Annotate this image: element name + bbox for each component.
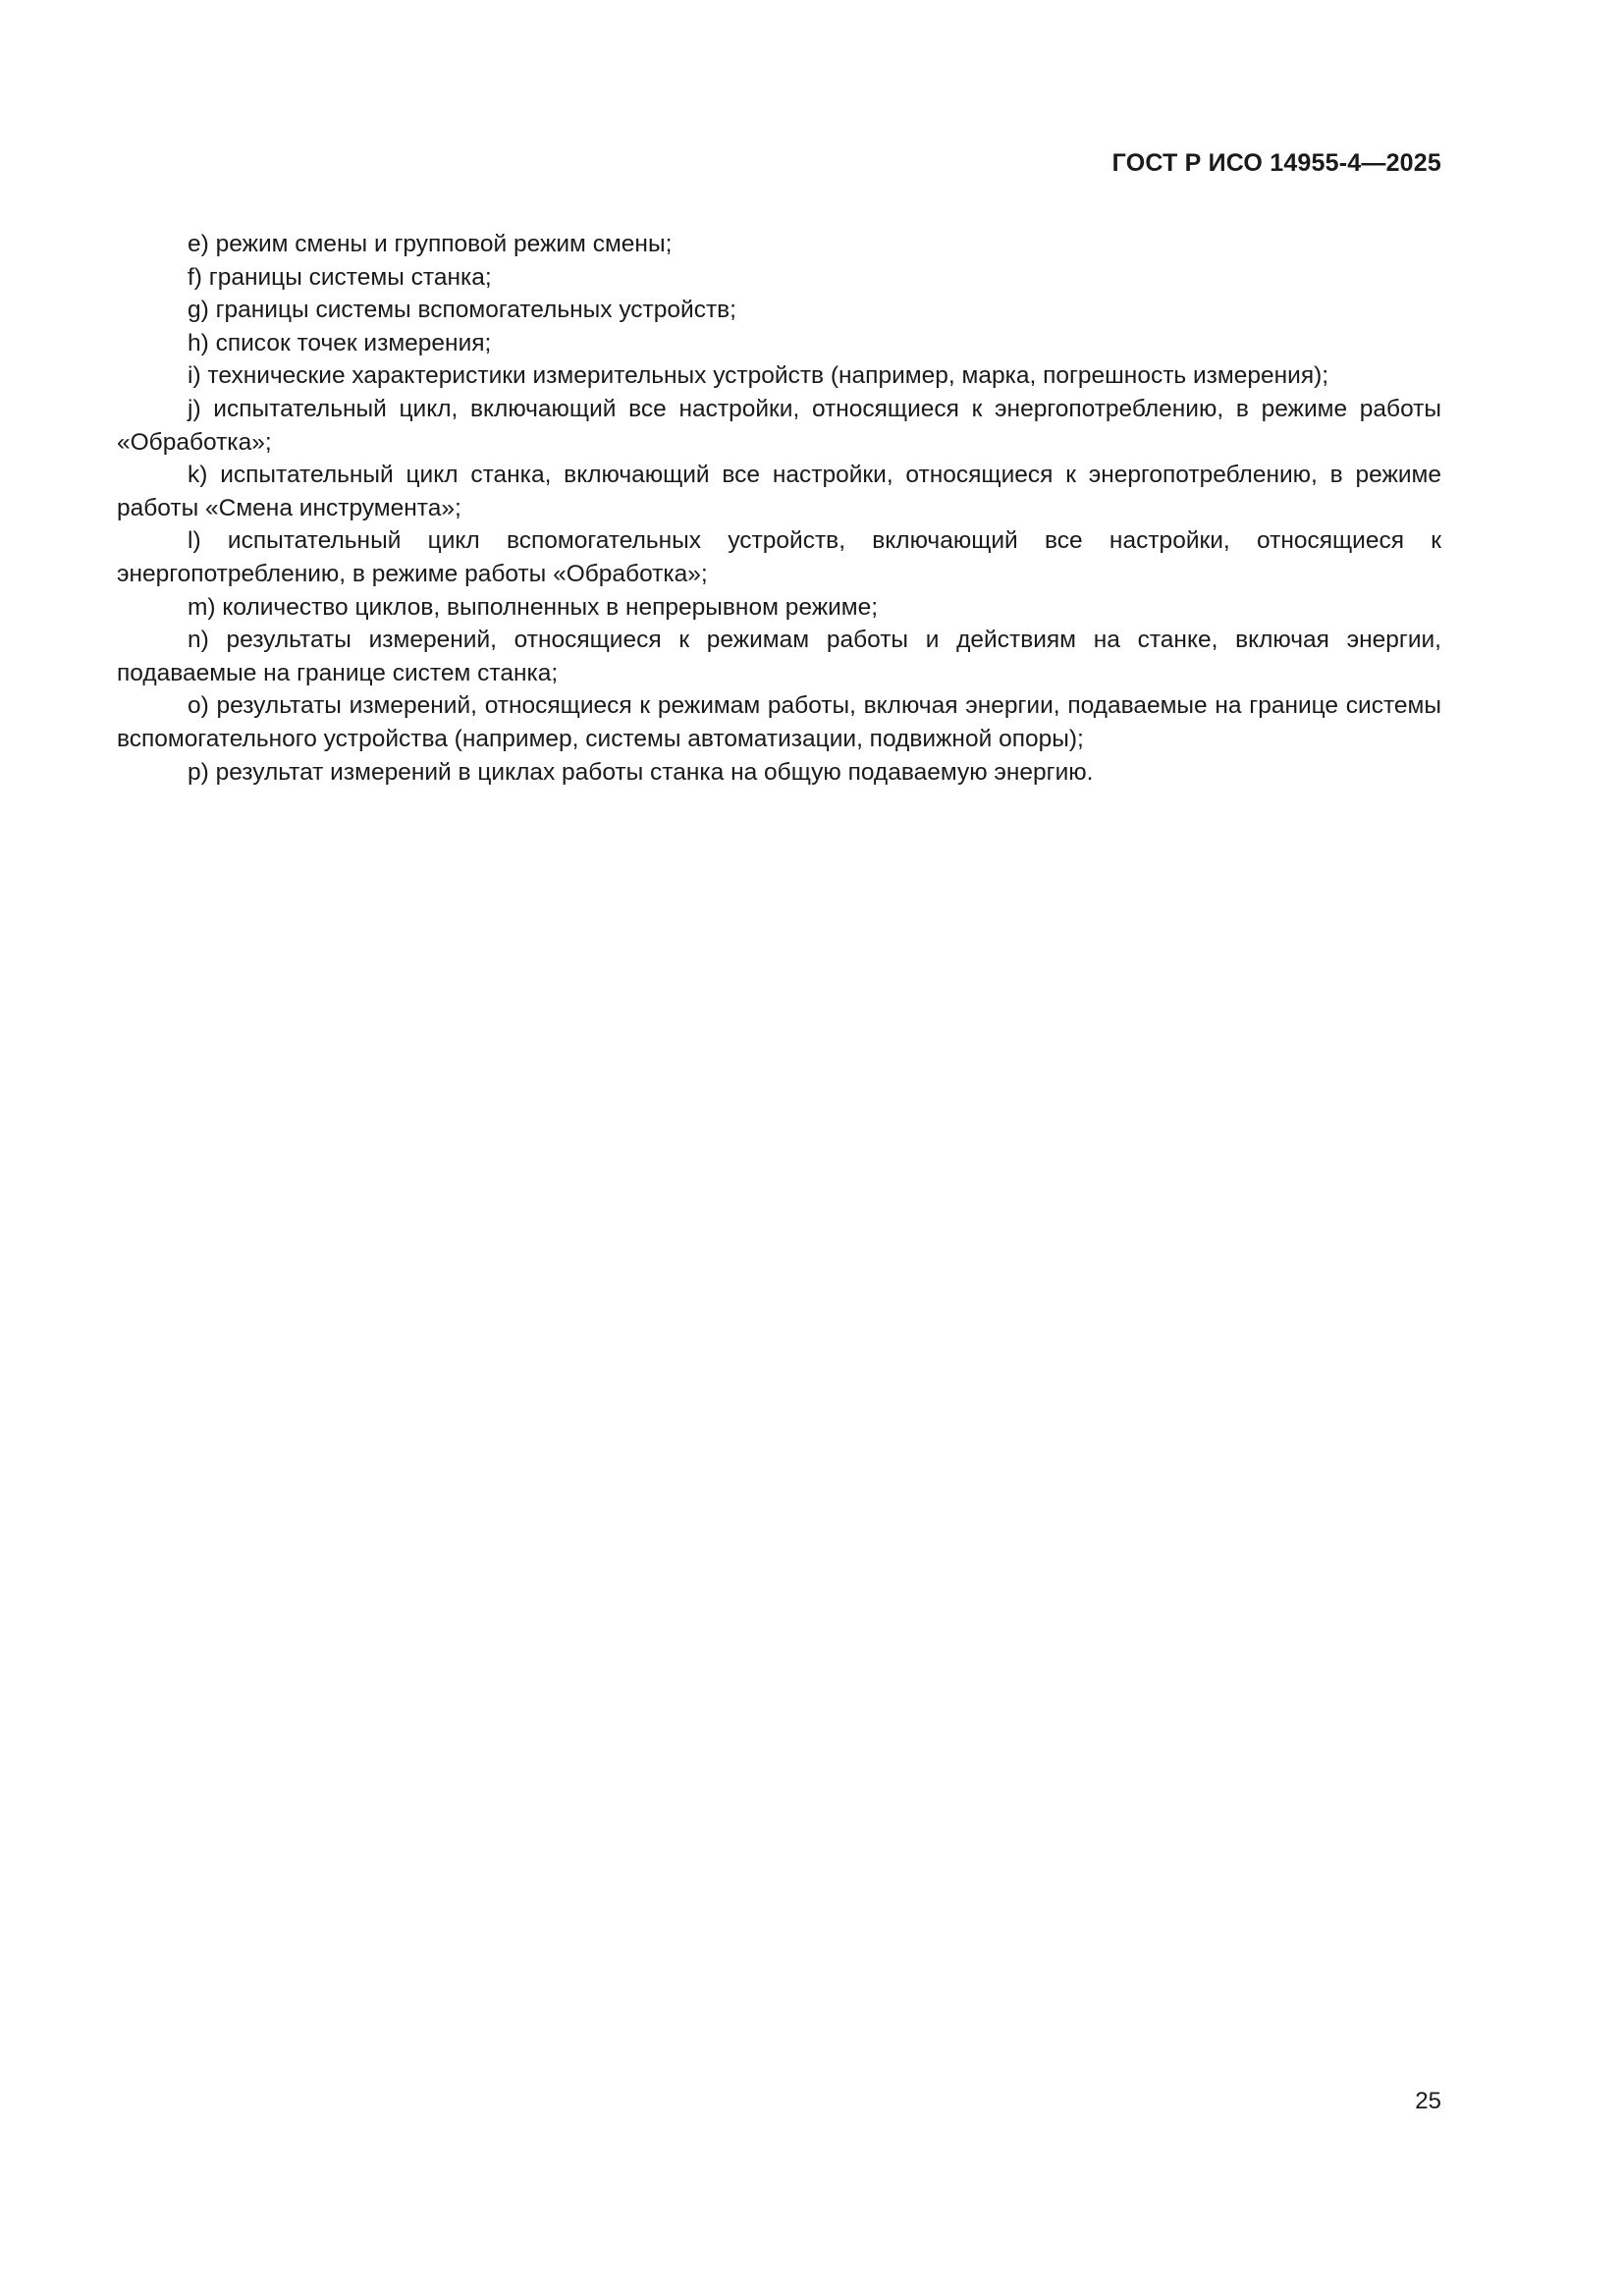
- list-item: m) количество циклов, выполненных в непрерывном режиме;: [188, 593, 879, 621]
- list-item: o) результаты измерений, относящиеся к режимам работы, включая энергии, подаваемые на границе системы вспомогательного устройства (например, системы автоматизации, подвижной опоры);: [117, 692, 1441, 752]
- list-item: i) технические характеристики измерительных устройств (например, марка, погрешность измерения);: [188, 362, 1329, 390]
- list-item: f) границы системы станка;: [188, 263, 492, 291]
- list-item: p) результат измерений в циклах работы станка на общую подаваемую энергию.: [188, 758, 1094, 786]
- list-item: e) режим смены и групповой режим смены;: [188, 231, 673, 257]
- list-item: l) испытательный цикл вспомогательных устройств, включающий все настройки, относящиеся к энергопотреблению, в режиме работы «Обработка»;: [117, 527, 1441, 587]
- document-code-header: ГОСТ Р ИСО 14955-4—2025: [1111, 149, 1441, 177]
- page-number: 25: [1415, 2088, 1441, 2114]
- requirements-list: [117, 228, 1441, 789]
- list-item: h) список точек измерения;: [188, 329, 492, 356]
- list-item: j) испытательный цикл, включающий все настройки, относящиеся к энергопотреблению, в режиме работы «Обработка»;: [117, 395, 1441, 456]
- list-item: g) границы системы вспомогательных устройств;: [188, 297, 736, 324]
- list-item: k) испытательный цикл станка, включающий все настройки, относящиеся к энергопотреблению, в режиме работы «Смена инструмента»;: [117, 462, 1441, 521]
- list-item: n) результаты измерений, относящиеся к режимам работы и действиям на станке, включая энергии, подаваемые на границе систем станка;: [117, 627, 1441, 686]
